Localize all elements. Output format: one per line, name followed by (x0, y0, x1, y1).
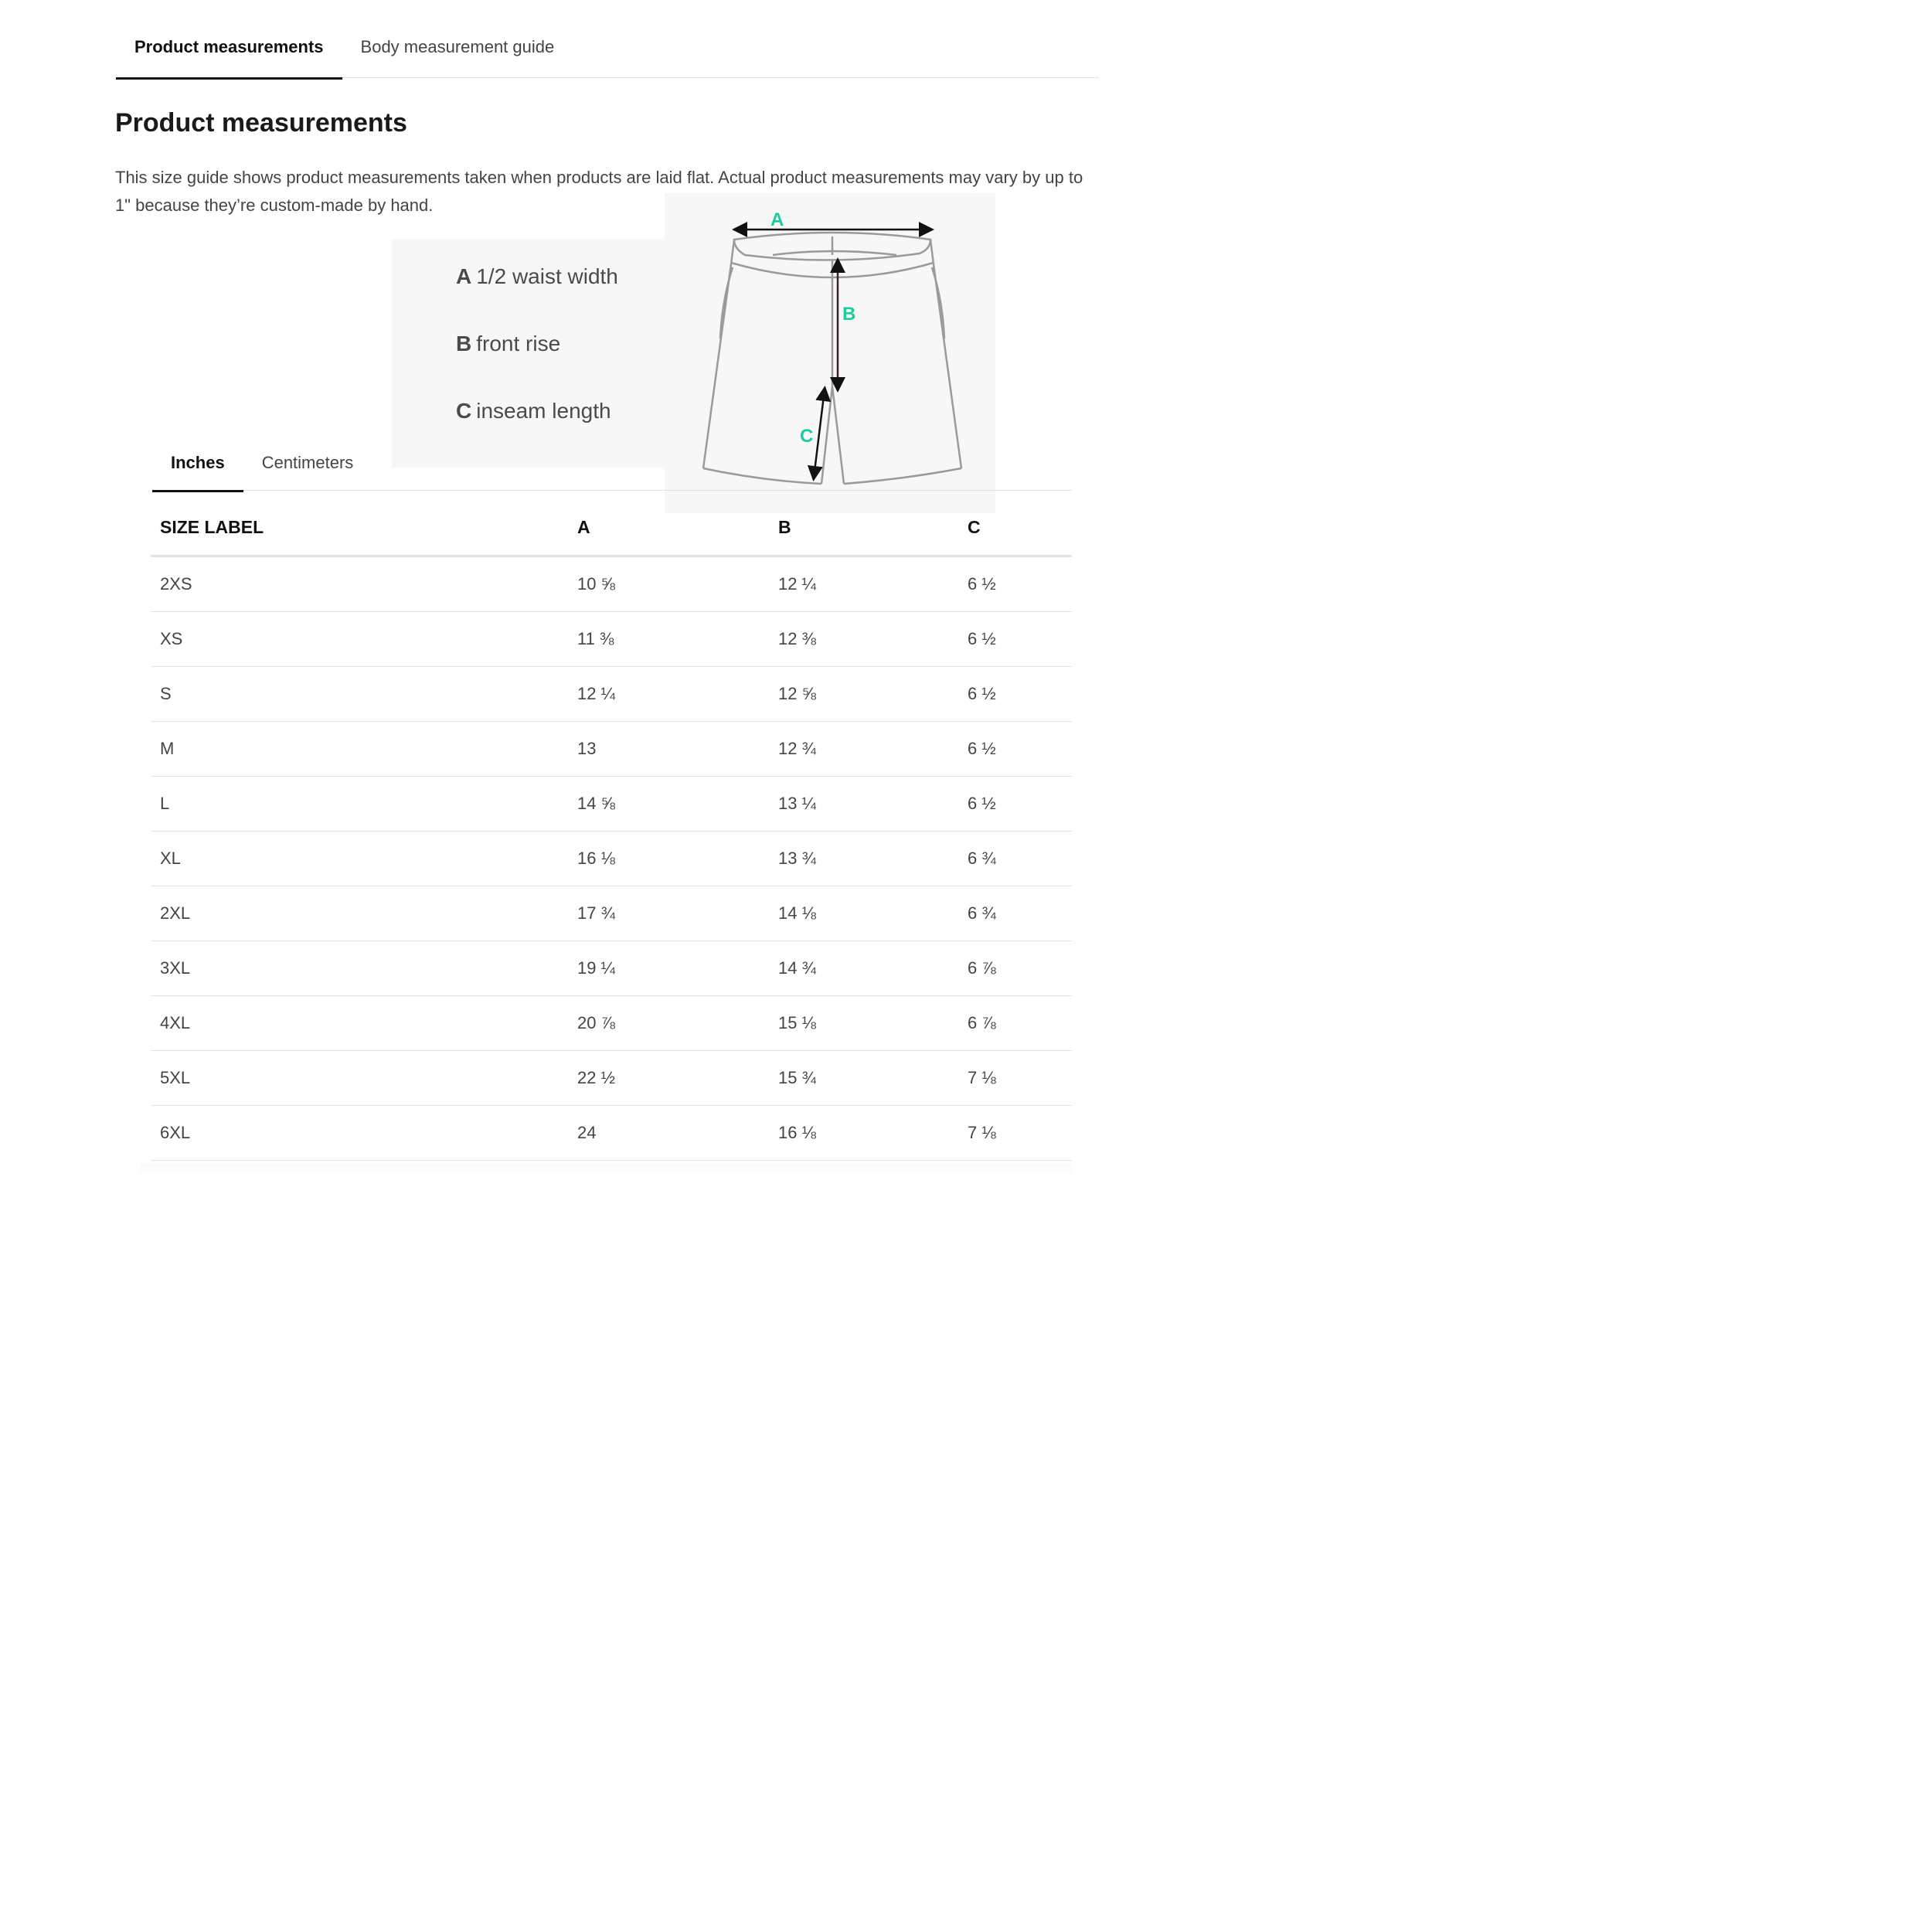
cell-a: 12 ¼ (568, 667, 769, 722)
cell-a: 11 ⅜ (568, 612, 769, 667)
header-a: A (568, 499, 769, 556)
diagram-label-c: C (800, 426, 814, 447)
cell-c: 7 ⅛ (958, 1051, 1072, 1106)
legend-text: inseam length (476, 399, 611, 423)
table-row (151, 996, 1072, 1051)
table-row (151, 832, 1072, 886)
legend-letter: B (456, 332, 472, 355)
diagram-label-a: A (770, 209, 784, 230)
table-row (151, 886, 1072, 941)
size-guide-description: This size guide shows product measurements taken when products are laid flat. Actual product measurements may vary by up to 1" because they’re custom-made by hand. (115, 168, 1083, 215)
cell-c: 6 ½ (958, 556, 1072, 612)
cell-b: 16 ⅛ (769, 1106, 958, 1161)
header-b: B (769, 499, 958, 556)
tab-inches[interactable]: Inches (152, 444, 243, 492)
table-row (151, 1106, 1072, 1161)
cell-c: 6 ¾ (958, 886, 1072, 941)
cell-a: 16 ⅛ (568, 832, 769, 886)
legend-item-c (456, 399, 611, 423)
cell-a: 14 ⅝ (568, 777, 769, 832)
cell-size-label: 2XS (151, 556, 568, 612)
cell-size-label: XL (151, 832, 568, 886)
cell-c: 6 ½ (958, 667, 1072, 722)
unit-tabs (152, 444, 1072, 491)
cell-b: 14 ⅛ (769, 886, 958, 941)
cell-size-label: 6XL (151, 1106, 568, 1161)
cell-b: 12 ¾ (769, 722, 958, 777)
measurement-tabs (116, 23, 1099, 78)
measurement-legend (392, 239, 665, 468)
cell-a: 19 ¼ (568, 941, 769, 996)
diagram-label-b: B (842, 304, 856, 325)
cell-a: 13 (568, 722, 769, 777)
cell-c: 6 ⅞ (958, 941, 1072, 996)
cell-c: 6 ½ (958, 612, 1072, 667)
table-row (151, 612, 1072, 667)
header-c: C (958, 499, 1072, 556)
legend-item-b (456, 332, 560, 356)
cell-a: 17 ¾ (568, 886, 769, 941)
cell-size-label: S (151, 667, 568, 722)
table-bottom-fade (140, 1163, 1072, 1177)
tab-centimeters[interactable]: Centimeters (261, 453, 354, 472)
table-row (151, 722, 1072, 777)
size-table (151, 499, 1072, 1161)
cell-b: 13 ¾ (769, 832, 958, 886)
cell-b: 15 ¾ (769, 1051, 958, 1106)
legend-letter: A (456, 264, 472, 288)
table-row (151, 556, 1072, 612)
table-header-row (151, 499, 1072, 556)
cell-size-label: 2XL (151, 886, 568, 941)
cell-c: 6 ⅞ (958, 996, 1072, 1051)
cell-c: 6 ½ (958, 777, 1072, 832)
cell-c: 7 ⅛ (958, 1106, 1072, 1161)
header-size-label: SIZE LABEL (151, 499, 568, 556)
table-row (151, 777, 1072, 832)
cell-a: 22 ½ (568, 1051, 769, 1106)
tab-body-measurement-guide[interactable]: Body measurement guide (360, 37, 555, 56)
cell-size-label: XS (151, 612, 568, 667)
section-title: Product measurements (115, 108, 407, 138)
cell-b: 13 ¼ (769, 777, 958, 832)
cell-size-label: 5XL (151, 1051, 568, 1106)
legend-text: 1/2 waist width (476, 264, 618, 288)
table-row (151, 941, 1072, 996)
legend-letter: C (456, 399, 472, 423)
cell-size-label: 4XL (151, 996, 568, 1051)
cell-c: 6 ¾ (958, 832, 1072, 886)
legend-text: front rise (476, 332, 561, 355)
cell-b: 15 ⅛ (769, 996, 958, 1051)
cell-a: 10 ⅝ (568, 556, 769, 612)
cell-a: 20 ⅞ (568, 996, 769, 1051)
table-row (151, 667, 1072, 722)
cell-size-label: M (151, 722, 568, 777)
cell-b: 12 ¼ (769, 556, 958, 612)
table-row (151, 1051, 1072, 1106)
legend-item-a (456, 264, 618, 289)
cell-b: 12 ⅝ (769, 667, 958, 722)
cell-size-label: L (151, 777, 568, 832)
tab-product-measurements[interactable]: Product measurements (116, 23, 342, 80)
cell-b: 12 ⅜ (769, 612, 958, 667)
cell-b: 14 ¾ (769, 941, 958, 996)
cell-size-label: 3XL (151, 941, 568, 996)
cell-c: 6 ½ (958, 722, 1072, 777)
cell-a: 24 (568, 1106, 769, 1161)
